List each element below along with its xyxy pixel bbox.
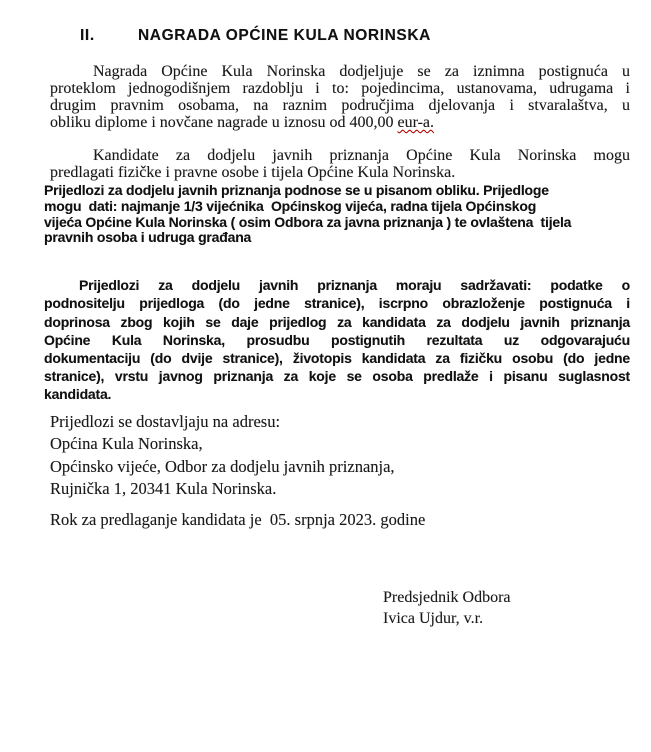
section-title: NAGRADA OPĆINE KULA NORINSKA bbox=[138, 27, 431, 44]
text-segment: obliku diplome i novčane nagrade u iznosu od 400,00 bbox=[50, 114, 398, 131]
section-number: II. bbox=[80, 27, 95, 44]
text-line: Kandidate za dodjelu javnih priznanja Općine Kula Norinska mogu bbox=[93, 147, 630, 164]
text-line: mogu dati: najmanje 1/3 vijećnika Općinskog vijeća, radna tijela Općinskog bbox=[44, 197, 537, 214]
signatory-title: Predsjednik Odbora bbox=[383, 588, 511, 606]
text-line: kandidata. bbox=[44, 386, 112, 403]
address-municipality-line: Općina Kula Norinska, bbox=[50, 434, 203, 454]
paragraph-award-description bbox=[50, 63, 630, 131]
address-block bbox=[50, 411, 630, 501]
text-line: Nagrada Općine Kula Norinska dodjeljuje se za iznimna postignuća u bbox=[93, 63, 630, 80]
paragraph-proposers-bold bbox=[44, 183, 630, 246]
text-line: stranice), vrstu javnog priznanja za koje se osoba predlaže i pisanu suglasnost bbox=[44, 368, 630, 385]
text-line: Općine Kula Norinska, prosudbu postignutih rezultata uz odgovarajuću bbox=[44, 331, 630, 348]
text-line: vijeća Općine Kula Norinska ( osim Odbora za javna priznanja ) te ovlaštena tijela bbox=[44, 213, 572, 230]
text-line: predlagati fizičke i pravne osobe i tijela Općine Kula Norinska. bbox=[50, 164, 456, 181]
text-line: proteklom jednogodišnjem razdoblju i to: pojedincima, ustanovama, udrugama i bbox=[50, 80, 630, 97]
text-line bbox=[50, 114, 630, 131]
text-line: drugim pravnim osobama, na raznim područjima djelovanja i stvaralaštva, u bbox=[50, 97, 630, 114]
text-line: Prijedlozi za dodjelu javnih priznanja moraju sadržavati: podatke o bbox=[79, 277, 630, 294]
document-content bbox=[44, 0, 630, 629]
spellcheck-marked-word: eur-a. bbox=[397, 114, 435, 131]
address-committee-line: Općinsko vijeće, Odbor za dodjelu javnih priznanja, bbox=[50, 456, 395, 476]
signature-block bbox=[383, 587, 630, 629]
text-line: pravnih osoba i udruga građana bbox=[44, 229, 252, 246]
text-line: podnositelju prijedloga (do jedne stranice), iscrpno obrazloženje postignuća i bbox=[44, 295, 630, 312]
text-line: doprinosa zbog kojih se daje prijedlog za kandidata za dodjelu javnih priznanja bbox=[44, 313, 630, 330]
address-intro-line: Prijedlozi se dostavljaju na adresu: bbox=[50, 411, 281, 431]
text-line: dokumentaciju (do dvije stranice), životopis kandidata za fizičku osobu (do jedne bbox=[44, 350, 630, 366]
section-heading bbox=[50, 0, 630, 45]
paragraph-candidates bbox=[50, 147, 630, 181]
address-street-line: Rujnička 1, 20341 Kula Norinska. bbox=[50, 479, 277, 499]
text-line: Prijedlozi za dodjelu javnih priznanja podnose se u pisanom obliku. Prijedloge bbox=[44, 182, 549, 198]
signatory-name: Ivica Ujdur, v.r. bbox=[383, 609, 484, 627]
paragraph-requirements-bold bbox=[44, 276, 630, 403]
deadline-line: Rok za predlaganje kandidata je 05. srpnja 2023. godine bbox=[50, 509, 426, 529]
